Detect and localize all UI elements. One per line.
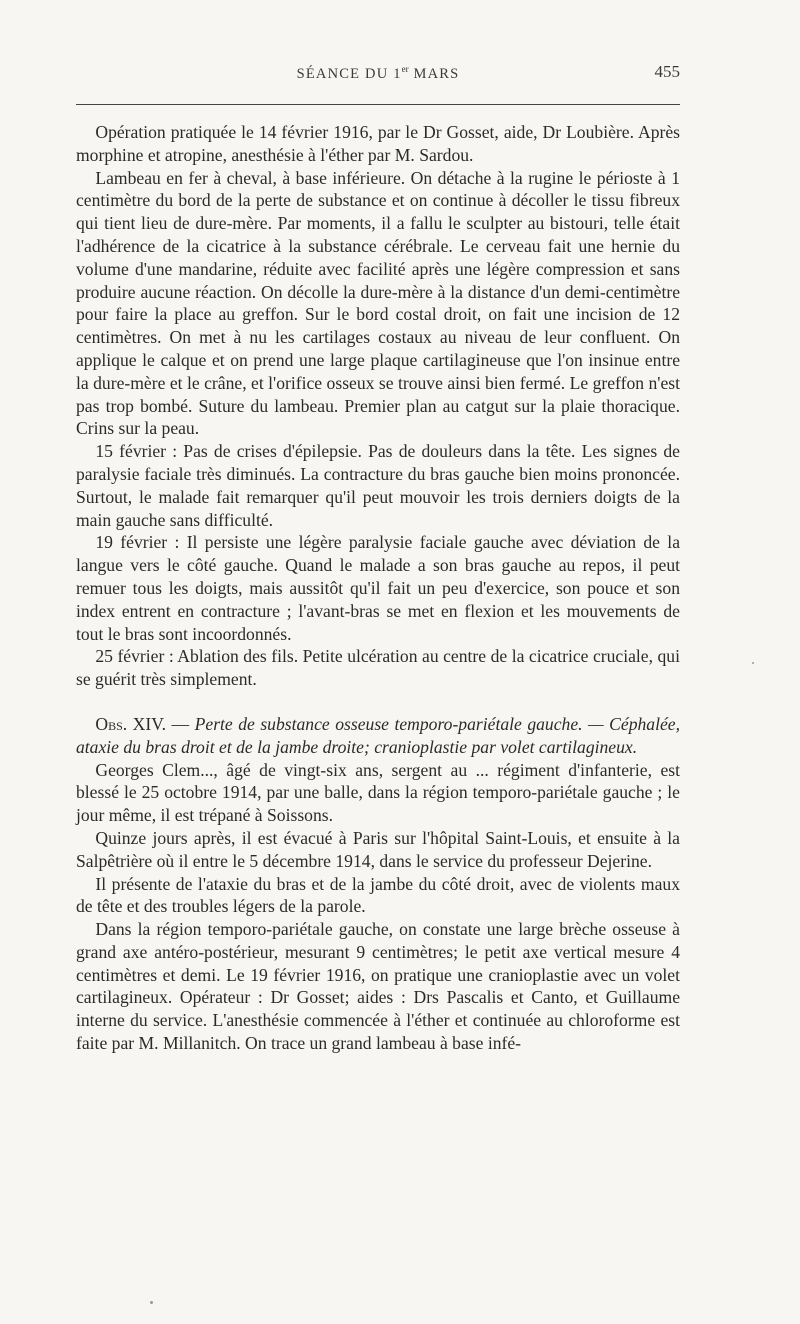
running-head-superscript: er: [401, 64, 409, 74]
paragraph-25-fevrier: 25 février : Ablation des fils. Petite ulcération au centre de la cicatrice cruciale, qui se guérit très simplement.: [76, 646, 680, 690]
page-body: [76, 121, 680, 1055]
paragraph-ataxie: Il présente de l'ataxie du bras et de la jambe du côté droit, avec de violents maux de tête et des troubles légers de la parole.: [76, 873, 680, 917]
observation-label: Obs. XIV.: [95, 713, 167, 734]
paper-speck: [752, 662, 754, 664]
paragraph-region-temporo: Dans la région temporo-pariétale gauche, on constate une large brèche osseuse à grand axe antéro-postérieur, mesurant 9 centimètres; le petit axe vertical mesure 4 centimètres et demi. Le 19 février 1916, on pratique une cranioplastie avec un volet cartilagineux. Opérateur : Dr Gosset; aides : Drs Pascalis et Canto, et Guillaume interne du service. L'anesthésie commencée à l'éther et continuée au chloroforme est faite par M. Millanitch. On trace un grand lambeau à base infé-: [76, 919, 680, 1054]
observation-heading: [76, 713, 680, 759]
running-head-suffix: MARS: [408, 65, 460, 82]
page-header: [76, 58, 680, 92]
paragraph-19-fevrier: 19 février : Il persiste une légère paralysie faciale gauche avec déviation de la langue vers le côté gauche. Quand le malade a son bras gauche au repos, il peut remuer tous les doigts, mais aussitôt qu'il fait un peu d'exercice, son pouce et son index entrent en contracture ; l'avant-bras se met en flexion et les mouvements de tout le bras sont incoordonnés.: [76, 532, 680, 644]
paragraph-lambeau: Lambeau en fer à cheval, à base inférieure. On détache à la rugine le périoste à 1 centimètre du bord de la perte de substance et on continue à décoller le tissu fibreux qui tient lieu de dure-mère. Par moments, il a fallu le sculpter au bistouri, telle était l'adhérence de la cicatrice à la substance cérébrale. Le cerveau fait une hernie du volume d'une mandarine, réduite avec facilité après une légère compression et sans produire aucune réaction. On décolle la dure-mère à la distance d'un demi-centimètre pour faire la place au greffon. Sur le bord costal droit, on fait une incision de 12 centimètres. On met à nu les cartilages costaux au niveau de leur confluent. On applique le calque et on prend une large plaque cartilagineuse que l'on insinue entre la dure-mère et le crâne, et l'orifice osseux se trouve ainsi bien fermé. Le greffon n'est pas trop bombé. Suture du lambeau. Premier plan au catgut sur la plaie thoracique. Crins sur la peau.: [76, 167, 680, 439]
page-number: 455: [654, 62, 680, 81]
observation-dash: —: [166, 713, 195, 734]
paper-speck: [150, 1301, 153, 1304]
running-head: [76, 64, 680, 83]
paragraph-15-fevrier: 15 février : Pas de crises d'épilepsie. Pas de douleurs dans la tête. Les signes de paralysie faciale très diminués. La contracture du bras gauche bien moins prononcée. Surtout, le malade fait remarquer qu'il peut mouvoir les trois derniers doigts de la main gauche sans difficulté.: [76, 441, 680, 530]
paragraph-georges-clem: Georges Clem..., âgé de vingt-six ans, sergent au ... régiment d'infanterie, est blessé le 25 octobre 1914, par une balle, dans la région temporo-pariétale gauche ; le jour même, il est trépané à Soissons.: [76, 759, 680, 826]
observation-title: Perte de substance osseuse temporo-pariétale gauche. — Céphalée, ataxie du bras droit et de la jambe droite; cranioplastie par volet cartilagineux.: [76, 713, 681, 757]
paragraph-operation: Opération pratiquée le 14 février 1916, par le Dr Gosset, aide, Dr Loubière. Après morphine et atropine, anesthésie à l'éther par M. Sardou.: [76, 122, 680, 165]
running-head-prefix: SÉANCE DU 1: [296, 65, 402, 82]
header-rule: [76, 104, 680, 105]
paragraph-quinze-jours: Quinze jours après, il est évacué à Paris sur l'hôpital Saint-Louis, et ensuite à la Salpêtrière où il entre le 5 décembre 1914, dans le service du professeur Dejerine.: [76, 827, 680, 871]
